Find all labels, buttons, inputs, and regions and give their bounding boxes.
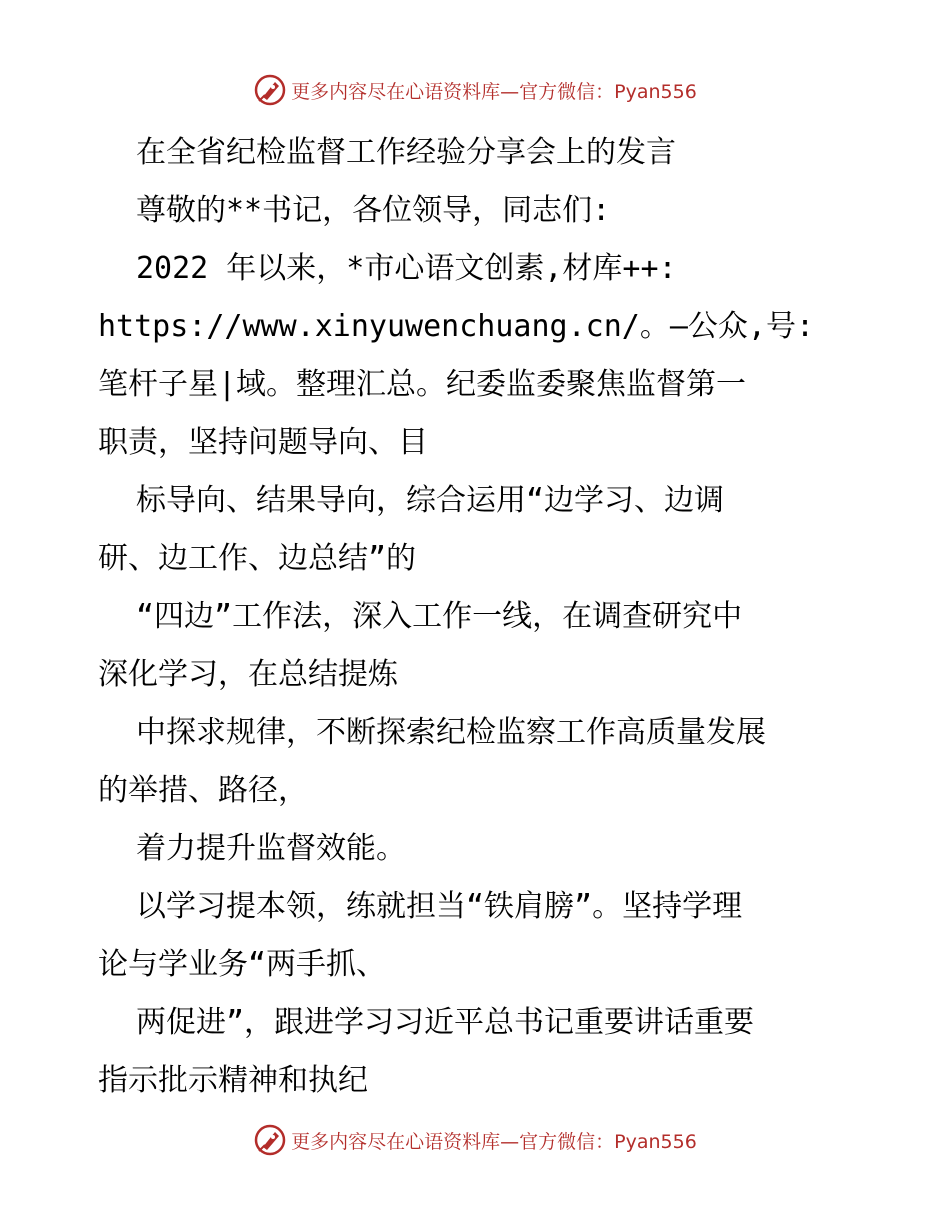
banner-text bbox=[291, 77, 697, 104]
text-line: 以学习提本领，练就担当“铁肩膀”。坚持学理 bbox=[136, 889, 743, 924]
text-line: 着力提升监督效能。 bbox=[136, 831, 406, 866]
banner-separator: — bbox=[500, 80, 520, 103]
document-title: 在全省纪检监督工作经验分享会上的发言 bbox=[136, 135, 676, 170]
footer-banner bbox=[0, 1120, 950, 1160]
text-line: 指示批示精神和执纪 bbox=[98, 1063, 368, 1098]
banner-main-text: 更多内容尽在心语资料库 bbox=[291, 80, 501, 103]
text-line: 论与学业务“两手抓、 bbox=[98, 947, 387, 982]
text-line: 的举措、路径， bbox=[98, 773, 308, 808]
text-line: 中探求规律，不断探索纪检监察工作高质量发展 bbox=[136, 715, 766, 750]
header-banner bbox=[0, 70, 950, 110]
document-body bbox=[98, 124, 858, 1110]
text-line: 职责，坚持问题导向、目 bbox=[98, 425, 428, 460]
text-line: 标导向、结果导向，综合运用“边学习、边调 bbox=[136, 483, 725, 518]
pen-nib-logo-icon bbox=[253, 73, 287, 107]
banner-wechat-text: 官方微信：Pyan556 bbox=[519, 80, 697, 103]
banner-separator: — bbox=[500, 1130, 520, 1153]
banner-wechat-text: 官方微信：Pyan556 bbox=[519, 1130, 697, 1153]
banner-text bbox=[291, 1127, 697, 1154]
text-line: “四边”工作法，深入工作一线，在调查研究中 bbox=[136, 599, 743, 634]
text-line: 两促进”，跟进学习习近平总书记重要讲话重要 bbox=[136, 1005, 755, 1040]
text-line: 研、边工作、边总结”的 bbox=[98, 541, 417, 576]
footer-banner-content bbox=[253, 1123, 697, 1157]
header-banner-content bbox=[253, 73, 697, 107]
text-line: 深化学习，在总结提炼 bbox=[98, 657, 398, 692]
text-line: https://www.xinyuwenchuang.cn/。—公众,号: bbox=[98, 309, 815, 344]
pen-nib-logo-icon bbox=[253, 1123, 287, 1157]
text-line: 2022 年以来，*市心语文创素,材库++: bbox=[136, 251, 677, 286]
banner-main-text: 更多内容尽在心语资料库 bbox=[291, 1130, 501, 1153]
salutation-line: 尊敬的**书记，各位领导，同志们: bbox=[136, 193, 611, 228]
text-line: 笔杆子星|域。整理汇总。纪委监委聚焦监督第一 bbox=[98, 367, 747, 402]
